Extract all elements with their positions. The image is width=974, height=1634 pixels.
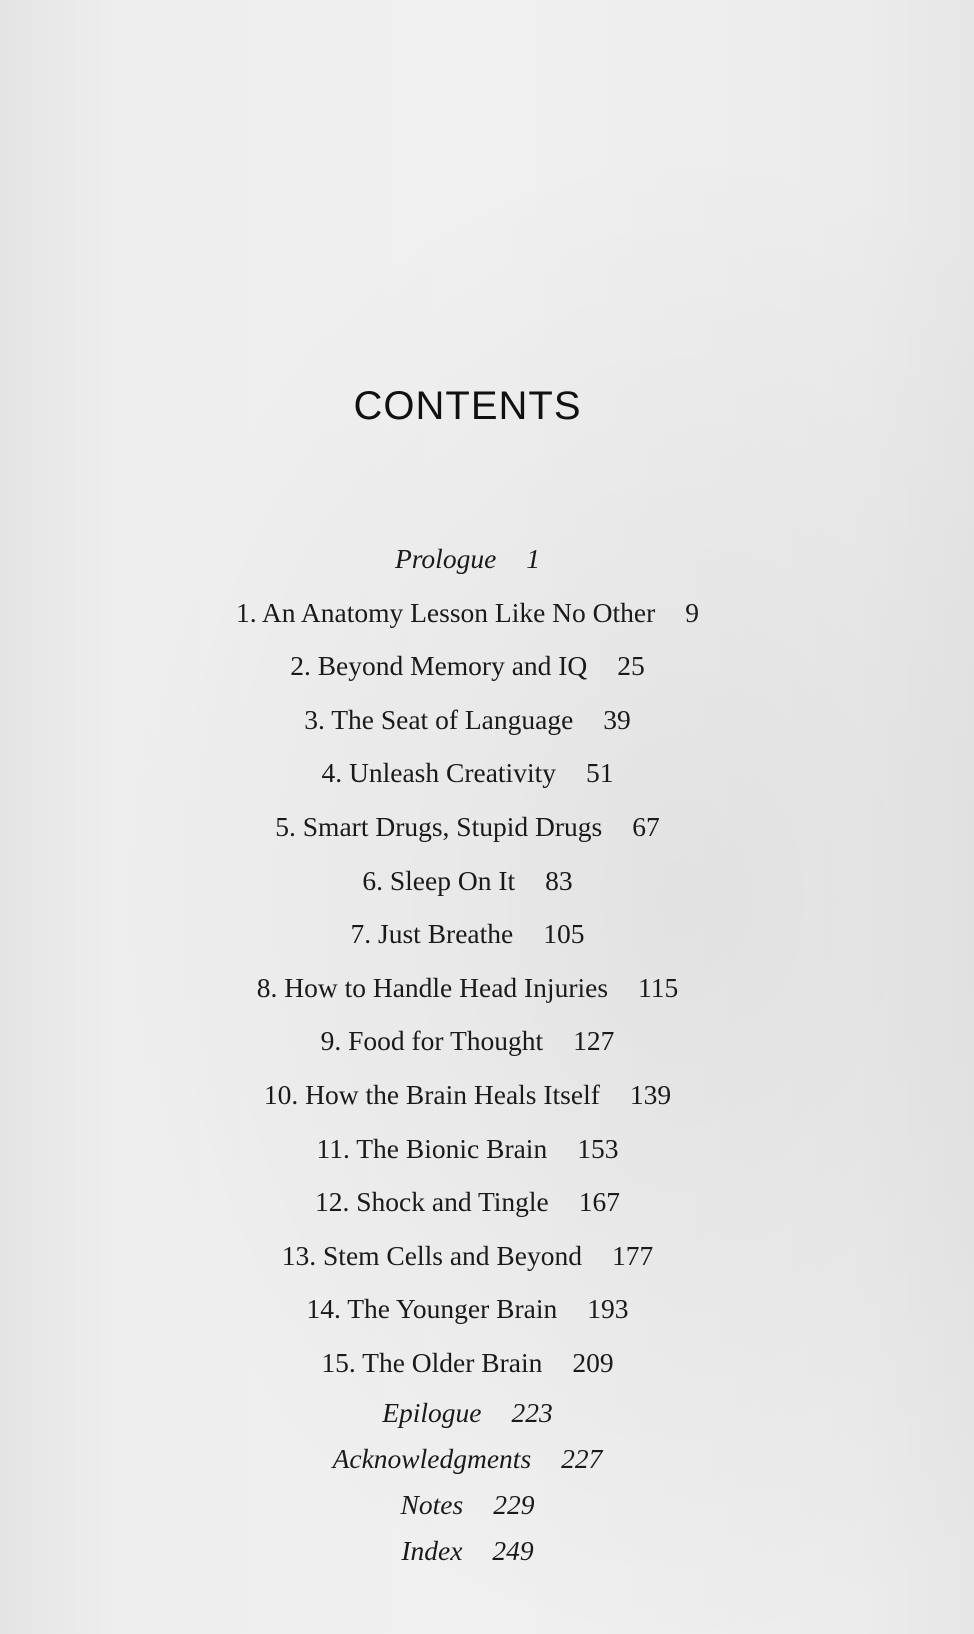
toc-entry-page: 9	[685, 596, 700, 628]
toc-entry-page: 83	[545, 864, 573, 896]
toc-entry-page: 153	[577, 1132, 619, 1164]
toc-entry-chapter-13	[0, 1229, 935, 1283]
toc-entry-title: 13. Stem Cells and Beyond	[281, 1239, 582, 1271]
toc-entry-title: 8. How to Handle Head Injuries	[256, 971, 609, 1003]
toc-entry-chapter-15	[0, 1336, 935, 1390]
toc-entry-chapter-1	[0, 586, 935, 640]
toc-entry-title: 6. Sleep On It	[362, 864, 516, 896]
toc-entry-chapter-4	[0, 746, 935, 800]
toc-entry-page: 223	[511, 1396, 553, 1428]
toc-entry-page: 167	[578, 1186, 621, 1218]
toc-entry-page: 177	[611, 1239, 654, 1271]
toc-entry-page: 229	[493, 1488, 535, 1520]
toc-entry-page: 139	[629, 1078, 672, 1110]
toc-entry-title: 7. Just Breathe	[350, 918, 514, 950]
toc-entry-title: 5. Smart Drugs, Stupid Drugs	[275, 810, 603, 842]
toc-entry-epilogue	[0, 1390, 935, 1436]
toc-entry-page: 67	[632, 810, 660, 842]
toc-entry-page: 193	[587, 1293, 629, 1325]
toc-entry-chapter-2	[0, 639, 935, 693]
toc-entry-page: 25	[617, 650, 645, 682]
toc-entry-page: 1	[526, 543, 541, 574]
toc-entry-chapter-7	[0, 907, 935, 961]
toc-entry-chapter-10	[0, 1068, 935, 1122]
toc-entry-title: 4. Unleash Creativity	[321, 757, 556, 789]
toc-entry-page: 249	[492, 1534, 534, 1566]
toc-entry-acknowledgments	[0, 1436, 935, 1482]
toc-entry-page: 51	[585, 757, 614, 789]
toc-entry-notes	[0, 1482, 935, 1528]
toc-entry-page: 115	[638, 971, 679, 1003]
toc-entry-chapter-12	[0, 1175, 935, 1229]
toc-entry-chapter-3	[0, 693, 935, 747]
toc-entry-page: 209	[572, 1346, 614, 1378]
toc-entry-title: 10. How the Brain Heals Itself	[263, 1078, 600, 1110]
toc-entry-title: Index	[401, 1534, 463, 1566]
toc-entry-page: 39	[603, 703, 631, 735]
toc-entry-chapter-11	[0, 1122, 935, 1176]
toc-entry-title: Notes	[400, 1488, 464, 1520]
toc-entry-chapter-14	[0, 1282, 935, 1336]
toc-entry-title: Acknowledgments	[332, 1442, 532, 1474]
toc-entry-page: 127	[573, 1025, 615, 1057]
toc-entry-title: 12. Shock and Tingle	[314, 1186, 549, 1218]
toc-entry-title: 11. The Bionic Brain	[316, 1132, 548, 1164]
toc-entry-page: 227	[561, 1442, 603, 1474]
contents-heading: CONTENTS	[353, 384, 582, 428]
toc-entry-page: 105	[543, 918, 585, 950]
toc-entry-title: Epilogue	[382, 1396, 482, 1428]
toc-entry-chapter-8	[0, 961, 935, 1015]
toc-entry-title: 2. Beyond Memory and IQ	[290, 650, 588, 682]
toc-entry-title: Prologue	[394, 543, 497, 574]
toc-entry-title: 14. The Younger Brain	[306, 1293, 558, 1325]
toc-entry-title: 15. The Older Brain	[321, 1346, 543, 1378]
toc-entry-chapter-6	[0, 854, 935, 908]
toc-entry-chapter-9	[0, 1014, 935, 1068]
toc-entry-chapter-5	[0, 800, 935, 854]
toc-entry-index	[0, 1528, 935, 1574]
toc-entry-title: 3. The Seat of Language	[304, 703, 574, 735]
table-of-contents	[0, 532, 935, 1574]
toc-entry-title: 9. Food for Thought	[320, 1025, 544, 1057]
toc-entry-title: 1. An Anatomy Lesson Like No Other	[235, 596, 656, 628]
toc-entry-prologue	[0, 532, 935, 586]
